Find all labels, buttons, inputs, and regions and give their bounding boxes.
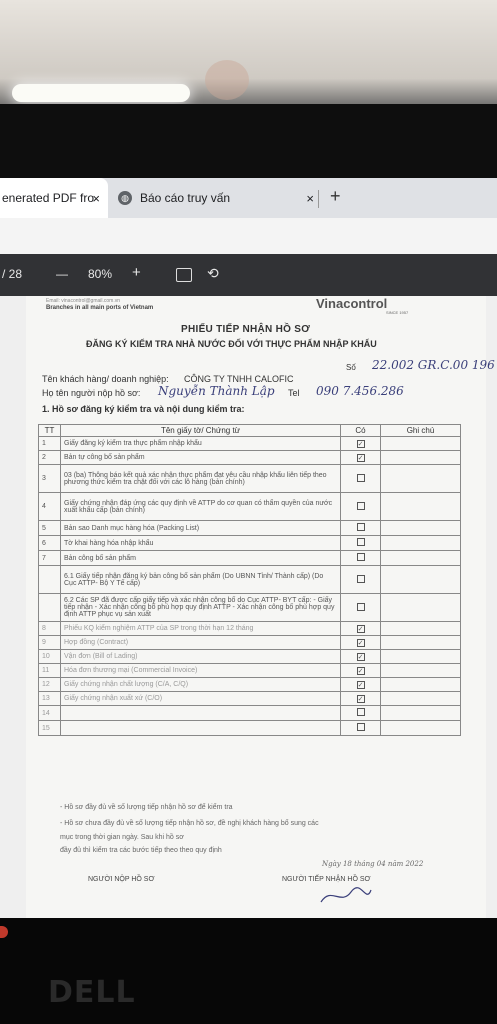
- row-note: [381, 706, 461, 721]
- rotate-icon[interactable]: ⟲: [207, 265, 219, 281]
- row-tt: 9: [39, 636, 61, 650]
- checkbox[interactable]: [357, 553, 365, 561]
- checkbox[interactable]: ✓: [357, 454, 364, 462]
- row-note: [381, 566, 461, 594]
- table-row: [39, 536, 461, 551]
- company-value: CÔNG TY TNHH CALOFIC: [184, 374, 294, 384]
- checkbox[interactable]: [357, 474, 365, 482]
- row-tt: 7: [39, 551, 61, 566]
- table-row: [39, 451, 461, 465]
- row-checkbox-cell: [341, 678, 381, 692]
- row-document-name: 6.2 Các SP đã được cấp giấy tiếp và xác nhận công bố do Cục ATTP- BYT cấp: - Giấy tiếp nhận - Xác nhận công bố phù hợp quy định ATTP - Xác nhận công bố phù hợp quy định ATTP phục vụ sản xuất: [61, 594, 341, 622]
- row-checkbox-cell: [341, 664, 381, 678]
- header-ghi-chu: Ghi chú: [381, 425, 461, 437]
- row-document-name: 6.1 Giấy tiếp nhận đăng ký bản công bố sản phẩm (Do UBNN Tỉnh/ Thành cấp) (Do Cục ATTP- Bộ Y Tế cấp): [61, 566, 341, 594]
- row-document-name: Vận đơn (Bill of Lading): [61, 650, 341, 664]
- header-branches: Branches in all main ports of Vietnam: [46, 305, 154, 311]
- row-tt: 11: [39, 664, 61, 678]
- row-checkbox-cell: [341, 721, 381, 736]
- footer-line-2: - Hồ sơ chưa đầy đủ về số lượng tiếp nhận hồ sơ, đề nghị khách hàng bổ sung các: [60, 820, 319, 827]
- documents-table: [38, 424, 461, 736]
- row-note: [381, 521, 461, 536]
- row-checkbox-cell: [341, 521, 381, 536]
- page-indicator: / 28: [2, 267, 23, 281]
- person-value: Nguyễn Thành Lập: [158, 384, 275, 398]
- checkbox[interactable]: ✓: [357, 440, 364, 448]
- checkbox[interactable]: [357, 523, 365, 531]
- row-note: [381, 636, 461, 650]
- pdf-toolbar: [0, 254, 497, 296]
- monitor-brand-logo: DELL: [48, 975, 136, 1010]
- row-checkbox-cell: [341, 493, 381, 521]
- row-tt: 6: [39, 536, 61, 551]
- row-checkbox-cell: [341, 566, 381, 594]
- checkbox[interactable]: [357, 723, 365, 731]
- row-checkbox-cell: [341, 622, 381, 636]
- table-row: [39, 493, 461, 521]
- row-checkbox-cell: [341, 551, 381, 566]
- row-document-name: Phiếu KQ kiểm nghiệm ATTP của SP trong thời hạn 12 tháng: [61, 622, 341, 636]
- row-note: [381, 465, 461, 493]
- table-row: [39, 692, 461, 706]
- row-tt: 14: [39, 706, 61, 721]
- document-page: [26, 296, 495, 918]
- date-line: Ngày 18 tháng 04 năm 2022: [322, 860, 424, 868]
- row-checkbox-cell: [341, 536, 381, 551]
- wall-ornament: [205, 60, 249, 100]
- row-tt: 13: [39, 692, 61, 706]
- table-row: [39, 650, 461, 664]
- footer-line-1: - Hồ sơ đầy đủ về số lượng tiếp nhận hồ sơ để kiểm tra: [60, 804, 233, 811]
- checkbox[interactable]: ✓: [357, 667, 364, 675]
- table-row: [39, 678, 461, 692]
- so-value: 22.002 GR.C.00 196: [372, 358, 495, 372]
- section-1-heading: 1. Hồ sơ đăng ký kiểm tra và nội dung kiểm tra:: [42, 404, 245, 414]
- table-row: [39, 551, 461, 566]
- checkbox[interactable]: [357, 603, 365, 611]
- zoom-out-button[interactable]: —: [56, 267, 68, 281]
- row-tt: 8: [39, 622, 61, 636]
- pdf-viewport: [0, 296, 497, 918]
- document-subtitle: ĐĂNG KÝ KIỂM TRA NHÀ NƯỚC ĐỐI VỚI THỰC PHẨM NHẬP KHẨU: [86, 339, 377, 349]
- row-document-name: Bản sao Danh mục hàng hóa (Packing List): [61, 521, 341, 536]
- row-note: [381, 678, 461, 692]
- row-document-name: Bản công bố sản phẩm: [61, 551, 341, 566]
- table-row: [39, 664, 461, 678]
- checkbox[interactable]: [357, 538, 365, 546]
- background-wall: [0, 0, 497, 112]
- row-note: [381, 664, 461, 678]
- row-checkbox-cell: [341, 594, 381, 622]
- row-document-name: Bản tự công bố sản phẩm: [61, 451, 341, 465]
- row-tt: 1: [39, 437, 61, 451]
- table-row: [39, 465, 461, 493]
- row-tt: 12: [39, 678, 61, 692]
- checkbox[interactable]: ✓: [357, 681, 364, 689]
- signature-mark: [316, 884, 376, 908]
- row-document-name: Giấy chứng nhận xuất xứ (C/O): [61, 692, 341, 706]
- fit-page-icon[interactable]: [176, 268, 192, 282]
- logo-text: Vinacontrol: [316, 296, 388, 311]
- row-checkbox-cell: [341, 465, 381, 493]
- table-row: [39, 437, 461, 451]
- row-checkbox-cell: [341, 650, 381, 664]
- row-tt: [39, 566, 61, 594]
- row-document-name: Hóa đơn thương mại (Commercial Invoice): [61, 664, 341, 678]
- close-icon[interactable]: ×: [306, 190, 314, 206]
- row-note: [381, 692, 461, 706]
- row-checkbox-cell: [341, 636, 381, 650]
- ceiling-lamp: [12, 84, 190, 102]
- checkbox[interactable]: [357, 575, 365, 583]
- row-note: [381, 536, 461, 551]
- row-tt: 5: [39, 521, 61, 536]
- table-row: [39, 706, 461, 721]
- row-note: [381, 493, 461, 521]
- tab-separator: [318, 190, 319, 208]
- header-tt: TT: [39, 425, 61, 437]
- tab-label: Báo cáo truy vấn: [140, 191, 231, 205]
- tel-label: Tel: [288, 388, 300, 398]
- footer-line-4: đầy đủ thì kiểm tra các bước tiếp theo theo quy định: [60, 847, 222, 854]
- row-document-name: Giấy đăng ký kiểm tra thực phẩm nhập khẩu: [61, 437, 341, 451]
- row-checkbox-cell: [341, 692, 381, 706]
- header-email: Email: vinacontrol@gmail.com.vn: [46, 298, 120, 304]
- browser-tab-bar: [0, 178, 497, 218]
- table-row: [39, 566, 461, 594]
- row-tt: 10: [39, 650, 61, 664]
- row-note: [381, 622, 461, 636]
- row-note: [381, 451, 461, 465]
- tab-bao-cao[interactable]: [112, 178, 322, 218]
- row-note: [381, 551, 461, 566]
- logo-since: SINCE 1957: [386, 310, 409, 315]
- row-checkbox-cell: [341, 437, 381, 451]
- row-note: [381, 721, 461, 736]
- checkbox[interactable]: [357, 502, 365, 510]
- row-tt: 2: [39, 451, 61, 465]
- row-tt: 4: [39, 493, 61, 521]
- so-label: Số: [346, 363, 356, 372]
- row-document-name: [61, 706, 341, 721]
- globe-icon: ◍: [118, 191, 132, 205]
- company-label: Tên khách hàng/ doanh nghiệp:: [42, 374, 169, 384]
- table-row: [39, 594, 461, 622]
- table-row: [39, 521, 461, 536]
- address-bar-area: [0, 218, 497, 254]
- row-checkbox-cell: [341, 451, 381, 465]
- row-document-name: [61, 721, 341, 736]
- row-document-name: Hợp đồng (Contract): [61, 636, 341, 650]
- checkbox[interactable]: ✓: [357, 639, 364, 647]
- row-note: [381, 437, 461, 451]
- row-checkbox-cell: [341, 706, 381, 721]
- document-title: PHIẾU TIẾP NHẬN HỒ SƠ: [181, 324, 311, 335]
- table-header-row: [39, 425, 461, 437]
- row-document-name: Tờ khai hàng hóa nhập khẩu: [61, 536, 341, 551]
- row-tt: 15: [39, 721, 61, 736]
- zoom-level: 80%: [88, 267, 113, 281]
- new-tab-button[interactable]: +: [330, 186, 341, 206]
- tel-value: 090 7.456.286: [316, 384, 404, 398]
- tab-generated-pdf[interactable]: [0, 178, 108, 218]
- checkbox[interactable]: ✓: [357, 695, 364, 703]
- checkbox[interactable]: [357, 708, 365, 716]
- table-row: [39, 636, 461, 650]
- table-row: [39, 721, 461, 736]
- close-icon[interactable]: ×: [92, 190, 100, 206]
- monitor-bezel-top: [0, 104, 497, 178]
- checkbox[interactable]: ✓: [357, 625, 364, 633]
- row-note: [381, 650, 461, 664]
- checkbox[interactable]: ✓: [357, 653, 364, 661]
- row-document-name: Giấy chứng nhận đáp ứng các quy định về ATTP do cơ quan có thẩm quyền của nước xuất khẩu cấp (bản chính): [61, 493, 341, 521]
- footer-line-3: mục trong thời gian ngày. Sau khi hồ sơ: [60, 834, 184, 841]
- header-name: Tên giấy tờ/ Chứng từ: [61, 425, 341, 437]
- signature-right-label: NGƯỜI TIẾP NHẬN HỒ SƠ: [282, 876, 371, 883]
- row-tt: [39, 594, 61, 622]
- row-note: [381, 594, 461, 622]
- person-label: Họ tên người nộp hồ sơ:: [42, 388, 141, 398]
- header-co: Có: [341, 425, 381, 437]
- row-document-name: Giấy chứng nhận chất lượng (C/A, C/Q): [61, 678, 341, 692]
- table-row: [39, 622, 461, 636]
- tab-label: enerated PDF fro: [2, 191, 95, 205]
- zoom-in-button[interactable]: +: [132, 264, 141, 281]
- row-document-name: 03 (ba) Thông báo kết quả xác nhận thực phẩm đạt yêu cầu nhập khẩu liên tiếp theo phương thức kiểm tra chặt đối với các lô hàng (bản chính): [61, 465, 341, 493]
- row-tt: 3: [39, 465, 61, 493]
- signature-left-label: NGƯỜI NỘP HỒ SƠ: [88, 876, 155, 883]
